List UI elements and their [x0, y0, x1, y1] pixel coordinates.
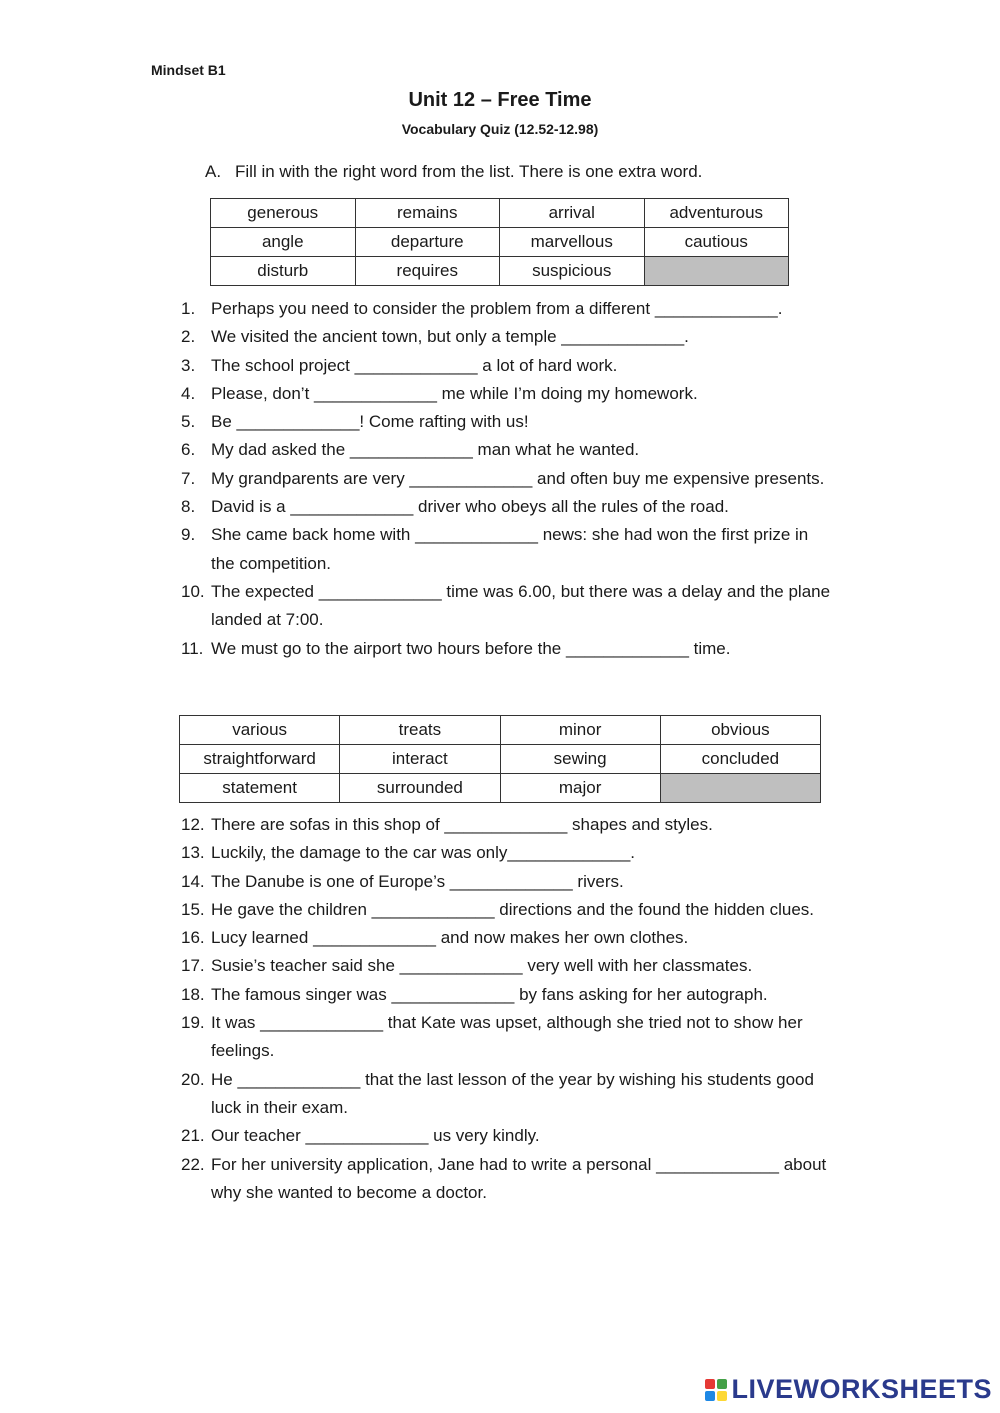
question-text: Lucy learned _____________ and now makes her own clothes.: [211, 928, 689, 948]
word-cell: sewing: [500, 745, 660, 774]
question-item: [0, 380, 836, 408]
question-text: Please, don’t _____________ me while I’m doing my homework.: [211, 383, 698, 403]
question-text: My dad asked the _____________ man what he wanted.: [211, 440, 640, 460]
question-item: [0, 1009, 836, 1066]
word-cell: major: [500, 774, 660, 803]
logo-square: [705, 1391, 715, 1401]
question-number: 10.: [181, 581, 205, 601]
question-text: The famous singer was _____________ by fans asking for her autograph.: [211, 984, 768, 1004]
question-text: The school project _____________ a lot of hard work.: [211, 355, 618, 375]
question-item: [0, 408, 836, 436]
question-text: She came back home with _____________ news: she had won the first prize in the competition.: [211, 525, 809, 573]
question-item: [0, 465, 836, 493]
word-cell: generous: [211, 199, 356, 228]
question-number: 16.: [181, 928, 205, 948]
question-item: [0, 811, 836, 839]
question-number: 3.: [181, 355, 196, 375]
question-item: [0, 1122, 836, 1150]
question-text: It was _____________ that Kate was upset, although she tried not to show her feelings.: [211, 1013, 803, 1061]
question-text: The Danube is one of Europe’s _____________ rivers.: [211, 871, 624, 891]
question-number: 20.: [181, 1069, 205, 1089]
question-item: [0, 521, 836, 578]
word-box-row: [180, 716, 821, 745]
question-text: He gave the children _____________ directions and the found the hidden clues.: [211, 899, 815, 919]
question-number: 15.: [181, 899, 205, 919]
word-cell: requires: [355, 257, 500, 286]
question-text: We must go to the airport two hours before the _____________ time.: [211, 638, 731, 658]
question-list-1: [0, 295, 836, 663]
word-cell: departure: [355, 228, 500, 257]
instruction-letter: A.: [205, 162, 222, 181]
question-item: [0, 295, 836, 323]
word-cell: arrival: [500, 199, 645, 228]
question-item: [0, 952, 836, 980]
question-number: 9.: [181, 525, 196, 545]
logo-square: [717, 1391, 727, 1401]
question-item: [0, 493, 836, 521]
word-cell: treats: [340, 716, 500, 745]
question-number: 14.: [181, 871, 205, 891]
page-subtitle: Vocabulary Quiz (12.52-12.98): [401, 121, 599, 137]
question-item: [0, 868, 836, 896]
question-item: [0, 352, 836, 380]
question-item: [0, 1151, 836, 1208]
word-cell: disturb: [211, 257, 356, 286]
question-number: 22.: [181, 1154, 205, 1174]
question-number: 12.: [181, 815, 205, 834]
question-text: There are sofas in this shop of _____________ shapes and styles.: [211, 815, 713, 834]
question-number: 4.: [181, 383, 196, 403]
question-item: [0, 436, 836, 464]
course-label: Mindset B1: [151, 62, 226, 78]
question-number: 18.: [181, 984, 205, 1004]
word-cell: marvellous: [500, 228, 645, 257]
question-text: Susie’s teacher said she _____________ very well with her classmates.: [211, 956, 753, 976]
question-text: My grandparents are very _____________ and often buy me expensive presents.: [211, 468, 825, 488]
word-cell: straightforward: [180, 745, 340, 774]
question-item: [0, 981, 836, 1009]
logo-text: LIVEWORKSHEETS: [731, 1374, 992, 1404]
question-number: 17.: [181, 956, 205, 976]
logo-square: [717, 1379, 727, 1389]
word-cell: interact: [340, 745, 500, 774]
question-text: He _____________ that the last lesson of the year by wishing his students good luck in their exam.: [211, 1069, 814, 1117]
logo-grid-icon: [705, 1379, 727, 1401]
question-number: 2.: [181, 327, 196, 347]
word-box-row: [180, 745, 821, 774]
question-number: 6.: [181, 440, 196, 460]
instruction-text: Fill in with the right word from the list. There is one extra word.: [235, 162, 703, 181]
empty-shaded-cell: [644, 257, 789, 286]
question-text: Perhaps you need to consider the problem from a different _____________.: [211, 299, 783, 318]
empty-shaded-cell: [660, 774, 820, 803]
question-text: Luckily, the damage to the car was only_____________.: [211, 843, 636, 863]
word-cell: angle: [211, 228, 356, 257]
word-cell: adventurous: [644, 199, 789, 228]
question-number: 1.: [181, 299, 196, 318]
word-cell: various: [180, 716, 340, 745]
question-number: 13.: [181, 843, 205, 863]
word-box-row: [211, 257, 789, 286]
word-box-row: [211, 199, 789, 228]
word-box-row: [211, 228, 789, 257]
question-number: 8.: [181, 497, 196, 517]
question-item: [0, 896, 836, 924]
word-cell: concluded: [660, 745, 820, 774]
word-cell: remains: [355, 199, 500, 228]
question-number: 21.: [181, 1126, 205, 1146]
word-cell: suspicious: [500, 257, 645, 286]
word-box-row: [180, 774, 821, 803]
instruction: [205, 162, 702, 182]
word-box-1: [210, 198, 789, 286]
question-item: [0, 924, 836, 952]
question-text: The expected _____________ time was 6.00, but there was a delay and the plane landed at 7:00.: [211, 581, 831, 630]
question-list-2: [0, 811, 836, 1207]
logo-square: [705, 1379, 715, 1389]
word-cell: cautious: [644, 228, 789, 257]
question-text: Our teacher _____________ us very kindly.: [211, 1126, 540, 1146]
question-number: 19.: [181, 1013, 205, 1033]
word-cell: surrounded: [340, 774, 500, 803]
question-item: [0, 578, 836, 635]
word-cell: obvious: [660, 716, 820, 745]
question-number: 5.: [181, 412, 196, 432]
liveworksheets-logo[interactable]: [705, 1374, 992, 1405]
question-number: 7.: [181, 468, 196, 488]
question-text: Be _____________! Come rafting with us!: [211, 412, 529, 432]
question-item: [0, 323, 836, 351]
question-text: For her university application, Jane had to write a personal _____________ about why she wanted to become a doctor.: [211, 1154, 827, 1202]
question-item: [0, 839, 836, 867]
page-title: Unit 12 – Free Time: [408, 89, 592, 111]
question-number: 11.: [181, 638, 204, 658]
word-cell: minor: [500, 716, 660, 745]
question-item: [0, 635, 836, 663]
question-text: David is a _____________ driver who obeys all the rules of the road.: [211, 497, 729, 517]
word-cell: statement: [180, 774, 340, 803]
word-box-2: [179, 715, 821, 803]
question-text: We visited the ancient town, but only a temple _____________.: [211, 327, 689, 347]
question-item: [0, 1066, 836, 1123]
